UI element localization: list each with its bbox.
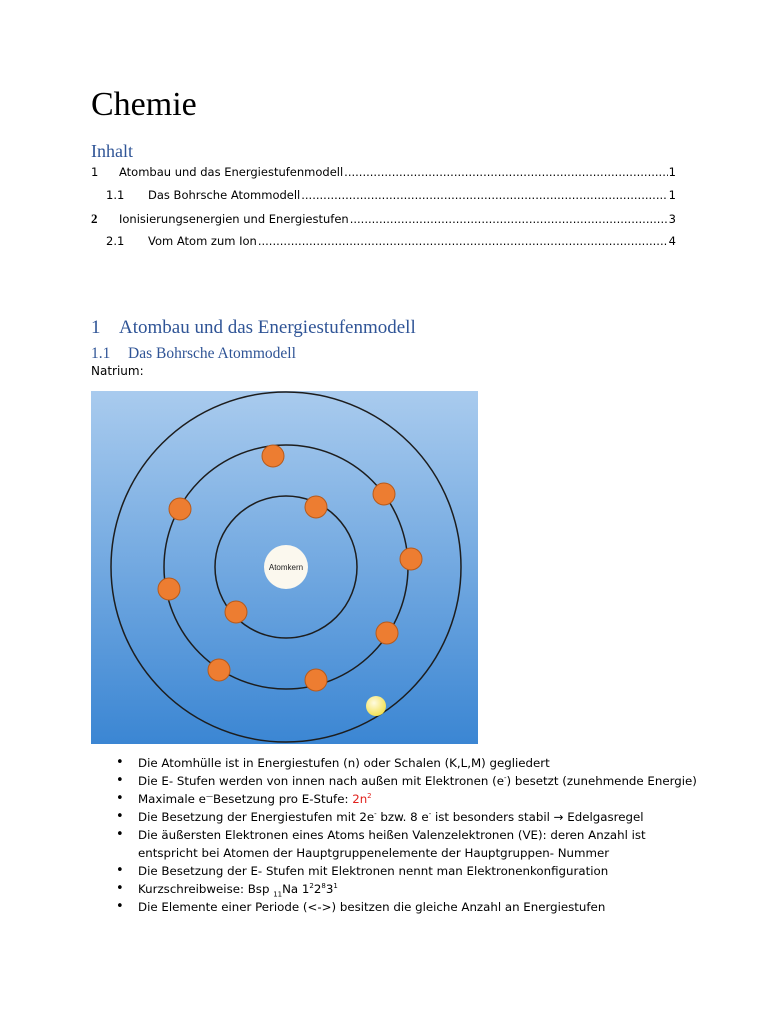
list-item: • Die Atomhülle ist in Energiestufen (n) oder Schalen (K,L,M) gegliedert — [138, 754, 698, 772]
electron — [158, 578, 180, 600]
toc-entry-page: 1 — [668, 188, 676, 202]
electron — [208, 659, 230, 681]
toc-leader — [350, 212, 668, 226]
list-item: • Die äußersten Elektronen eines Atoms heißen Valenzelektronen (VE): deren Anzahl ist entspricht bei Atomen der Hauptgruppenelemente der Hauptgruppen- Nummer — [138, 826, 698, 862]
figure-label: Natrium: — [91, 364, 144, 378]
section-heading-1-1 — [91, 345, 296, 363]
toc-entry-text: Vom Atom zum Ion — [148, 234, 257, 248]
section-number: 1 — [91, 317, 101, 338]
list-item: • Die E- Stufen werden von innen nach außen mit Elektronen (e-) besetzt (zunehmende Energie) — [138, 772, 698, 790]
toc-leader — [258, 234, 668, 248]
arrow-right-icon: → — [553, 810, 564, 824]
electron — [373, 483, 395, 505]
toc-entry-text: Ionisierungsenergien und Energiestufen — [119, 212, 349, 226]
toc-entry-text: Das Bohrsche Atommodell — [148, 188, 301, 202]
toc-entry-number: 2.1 — [106, 234, 125, 248]
toc-entry-text: Atombau und das Energiestufenmodell — [119, 165, 344, 179]
section-number: 1.1 — [91, 345, 111, 362]
toc-entry-page: 1 — [668, 165, 676, 179]
toc-entry-page: 4 — [668, 234, 676, 248]
valence-electron — [366, 696, 386, 716]
electron — [305, 669, 327, 691]
toc-leader — [301, 188, 667, 202]
section-title: Das Bohrsche Atommodell — [128, 345, 296, 362]
electron — [305, 496, 327, 518]
toc-entry-number: 1 — [91, 165, 99, 179]
toc-leader — [344, 165, 668, 179]
bohr-model-figure — [91, 391, 478, 744]
list-item: • Maximale e—Besetzung pro E-Stufe: $2n^2$ — [138, 790, 698, 808]
toc-heading: Inhalt — [91, 141, 133, 161]
toc-entry-number: 1.1 — [106, 188, 125, 202]
formula-highlight: $2n^2$ — [352, 792, 372, 806]
toc-entry[interactable] — [91, 234, 676, 252]
toc-entry[interactable] — [91, 165, 676, 183]
section-title: Atombau und das Energiestufenmodell — [119, 317, 416, 338]
list-item: • Die Besetzung der Energiestufen mit 2e- bzw. 8 e- ist besonders stabil → Edelgasregel — [138, 808, 698, 826]
electron — [376, 622, 398, 644]
document-title: Chemie — [91, 86, 197, 123]
list-item: • Die Elemente einer Periode (<->) besitzen die gleiche Anzahl an Energiestufen — [138, 898, 698, 916]
toc-entry[interactable] — [91, 188, 676, 206]
toc-entry[interactable] — [91, 211, 676, 229]
electron — [225, 601, 247, 623]
bullet-list — [91, 754, 698, 916]
electron — [400, 548, 422, 570]
nucleus-label: Atomkern — [268, 563, 304, 572]
toc-entry-number: 2 — [91, 211, 98, 226]
toc-entry-page: 3 — [668, 212, 676, 226]
electron — [169, 498, 191, 520]
electron — [262, 445, 284, 467]
section-heading-1 — [91, 317, 416, 339]
list-item: • Die Besetzung der E- Stufen mit Elektronen nennt man Elektronenkonfiguration — [138, 862, 698, 880]
list-item: • Kurzschreibweise: Bsp $_{11}$Na $1^22^83^1$ — [138, 880, 698, 898]
